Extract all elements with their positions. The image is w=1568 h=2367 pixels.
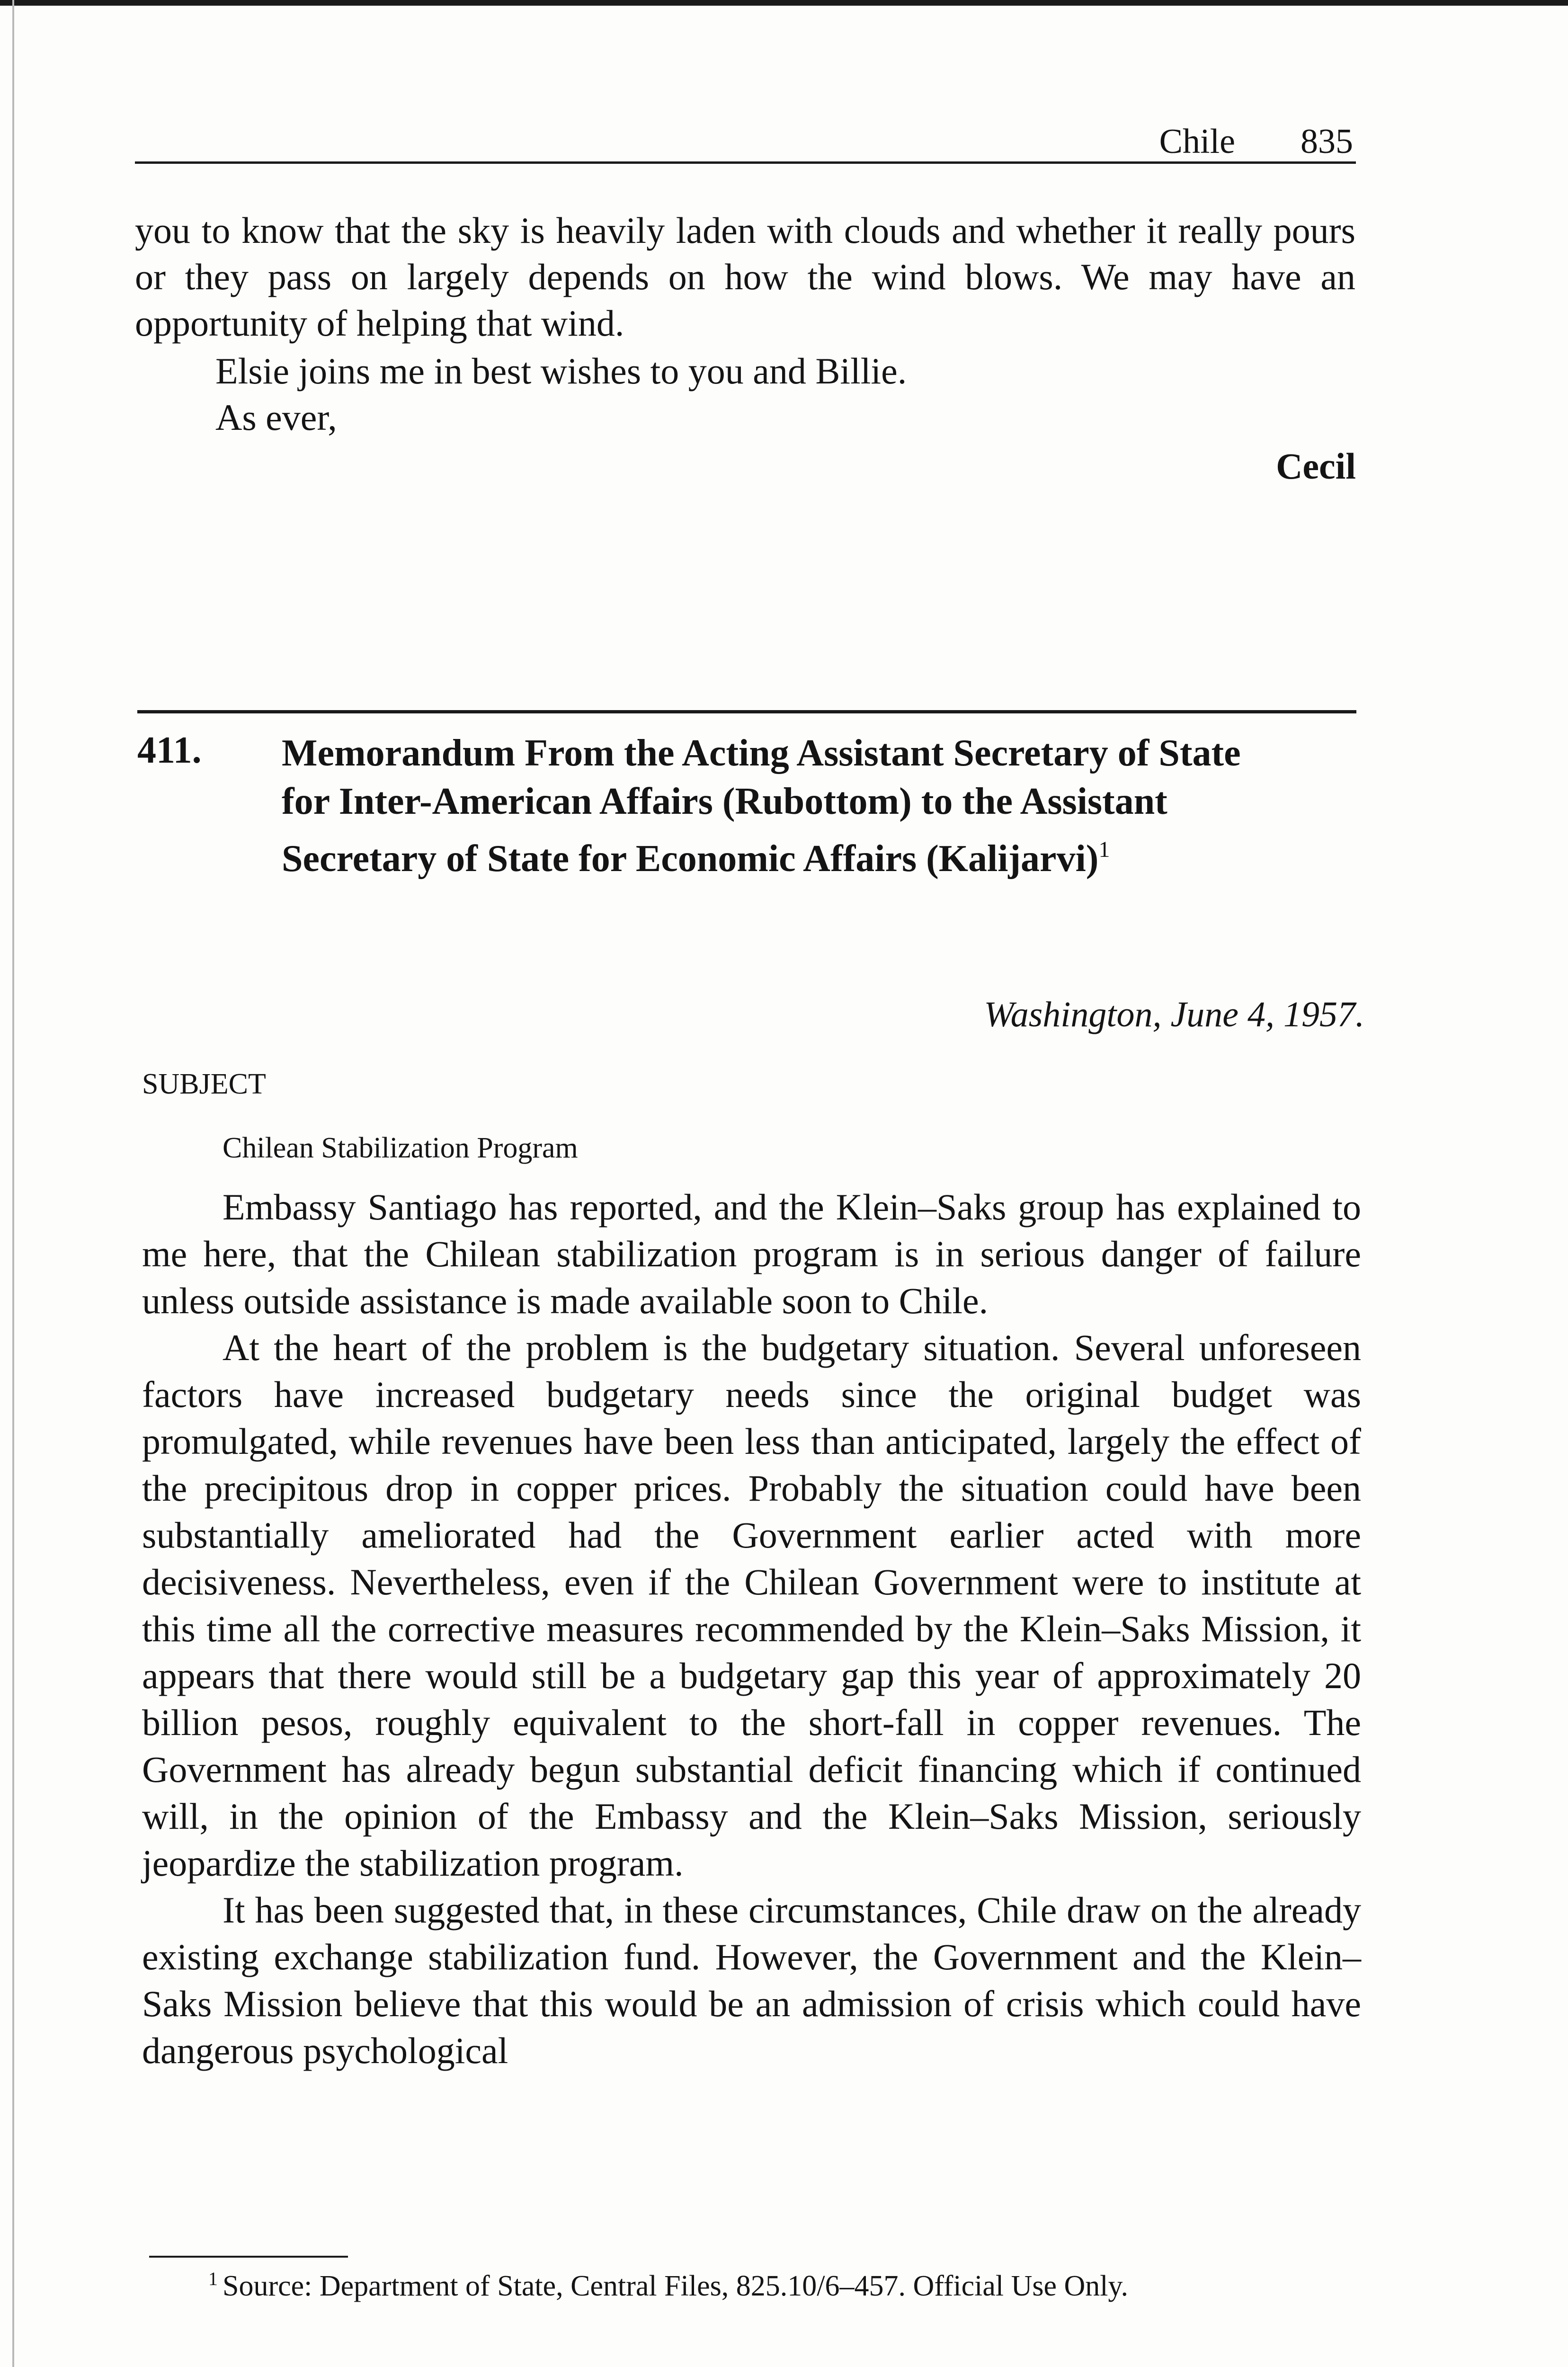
closing-line: Elsie joins me in best wishes to you and Billie.: [215, 350, 907, 392]
memo-body: [142, 1184, 1361, 2074]
section-separator: [137, 710, 1356, 713]
footnote: [208, 2268, 1128, 2303]
letter-closing: [135, 348, 1355, 441]
document-number: 411.: [137, 730, 202, 771]
signature: Cecil: [1276, 445, 1356, 487]
subject-label: SUBJECT: [142, 1068, 266, 1100]
body-paragraph: Embassy Santiago has reported, and the Klein–Saks group has explained to me here, that the Chilean stabilization program is in serious danger of failure unless outside assistance is made available soon to Chile.: [142, 1186, 1361, 1321]
running-head: [135, 124, 1356, 161]
footnote-marker: 1: [208, 2268, 218, 2289]
document-title: [282, 729, 1276, 883]
letter-continuation: [135, 207, 1355, 347]
closing-line: As ever,: [215, 397, 337, 438]
footnote-ref: 1: [1098, 837, 1110, 862]
running-head-title: Chile: [1159, 122, 1235, 161]
footnote-rule: [149, 2256, 348, 2258]
dateline: Washington, June 4, 1957.: [984, 995, 1364, 1034]
scan-left-edge: [12, 0, 14, 2367]
scan-top-edge: [0, 0, 1568, 6]
letter-paragraph: you to know that the sky is heavily laden with clouds and whether it really pours or they pass on largely depends on how the wind blows. We may have an opportunity of helping that wind.: [135, 210, 1355, 344]
subject-text: Chilean Stabilization Program: [223, 1132, 578, 1164]
document-title-text: Memorandum From the Acting Assistant Secretary of State for Inter-American Affairs (Rubottom) to the Assistant Secretary of State for Economic Affairs (Kalijarvi): [282, 732, 1241, 880]
body-paragraph: At the heart of the problem is the budgetary situation. Several unforeseen factors have increased budgetary needs since the original budget was promulgated, while revenues have been less than anticipated, largely the effect of the precipitous drop in copper prices. Probably the situation could have been substantially ameliorated had the Government earlier acted with more decisiveness. Nevertheless, even if the Chilean Government were to institute at this time all the corrective measures recommended by the Klein–Saks Mission, it appears that there would still be a budgetary gap this year of approximately 20 billion pesos, roughly equivalent to the short-fall in copper revenues. The Government has already begun substantial deficit financing which if continued will, in the opinion of the Embassy and the Klein–Saks Mission, seriously jeopardize the stabilization program.: [142, 1327, 1361, 1884]
body-paragraph: It has been suggested that, in these circumstances, Chile draw on the already existing exchange stabilization fund. However, the Government and the Klein–Saks Mission believe that this would be an admission of crisis which could have dangerous psychological: [142, 1889, 1361, 2071]
footnote-text: Source: Department of State, Central Files, 825.10/6–457. Official Use Only.: [223, 2270, 1129, 2302]
header-rule: [135, 161, 1356, 164]
page-number: 835: [1301, 122, 1353, 161]
